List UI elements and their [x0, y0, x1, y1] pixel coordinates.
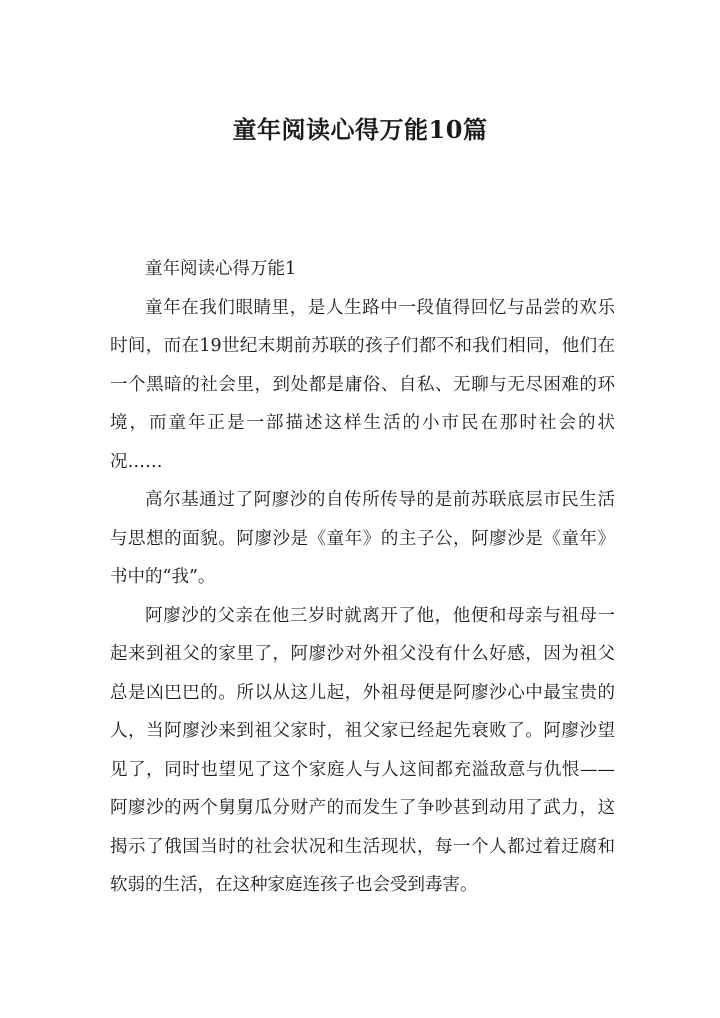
paragraph-1: 童年在我们眼睛里，是人生路中一段值得回忆与品尝的欢乐时间，而在19世纪末期前苏联的孩子们都不和我们相同，他们在一个黑暗的社会里，到处都是庸俗、自私、无聊与无尽困难的环境，而童年正是一部描述这样生活的小市民在那时社会的状况……: [110, 297, 615, 472]
paragraph-2: 高尔基通过了阿廖沙的自传所传导的是前苏联底层市民生活与思想的面貌。阿廖沙是《童年》的主子公，阿廖沙是《童年》书中的“我”。: [110, 490, 615, 587]
paragraph-3: 阿廖沙的父亲在他三岁时就离开了他，他便和母亲与祖母一起来到祖父的家里了，阿廖沙对外祖父没有什么好感，因为祖父总是凶巴巴的。所以从这儿起，外祖母便是阿廖沙心中最宝贵的人，当阿廖沙来到祖父家时，祖父家已经起先衰败了。阿廖沙望见了，同时也望见了这个家庭人与人这间都充溢敌意与仇恨——阿廖沙的两个舅舅瓜分财产的而发生了争吵甚到动用了武力，这揭示了俄国当时的社会状况和生活现状，每一个人都过着迂腐和软弱的生活，在这种家庭连孩子也会受到毒害。: [110, 605, 615, 895]
document-body: [110, 250, 615, 905]
section-heading: 童年阅读心得万能1: [145, 259, 297, 279]
document-title: 童年阅读心得万能10篇: [232, 115, 488, 144]
